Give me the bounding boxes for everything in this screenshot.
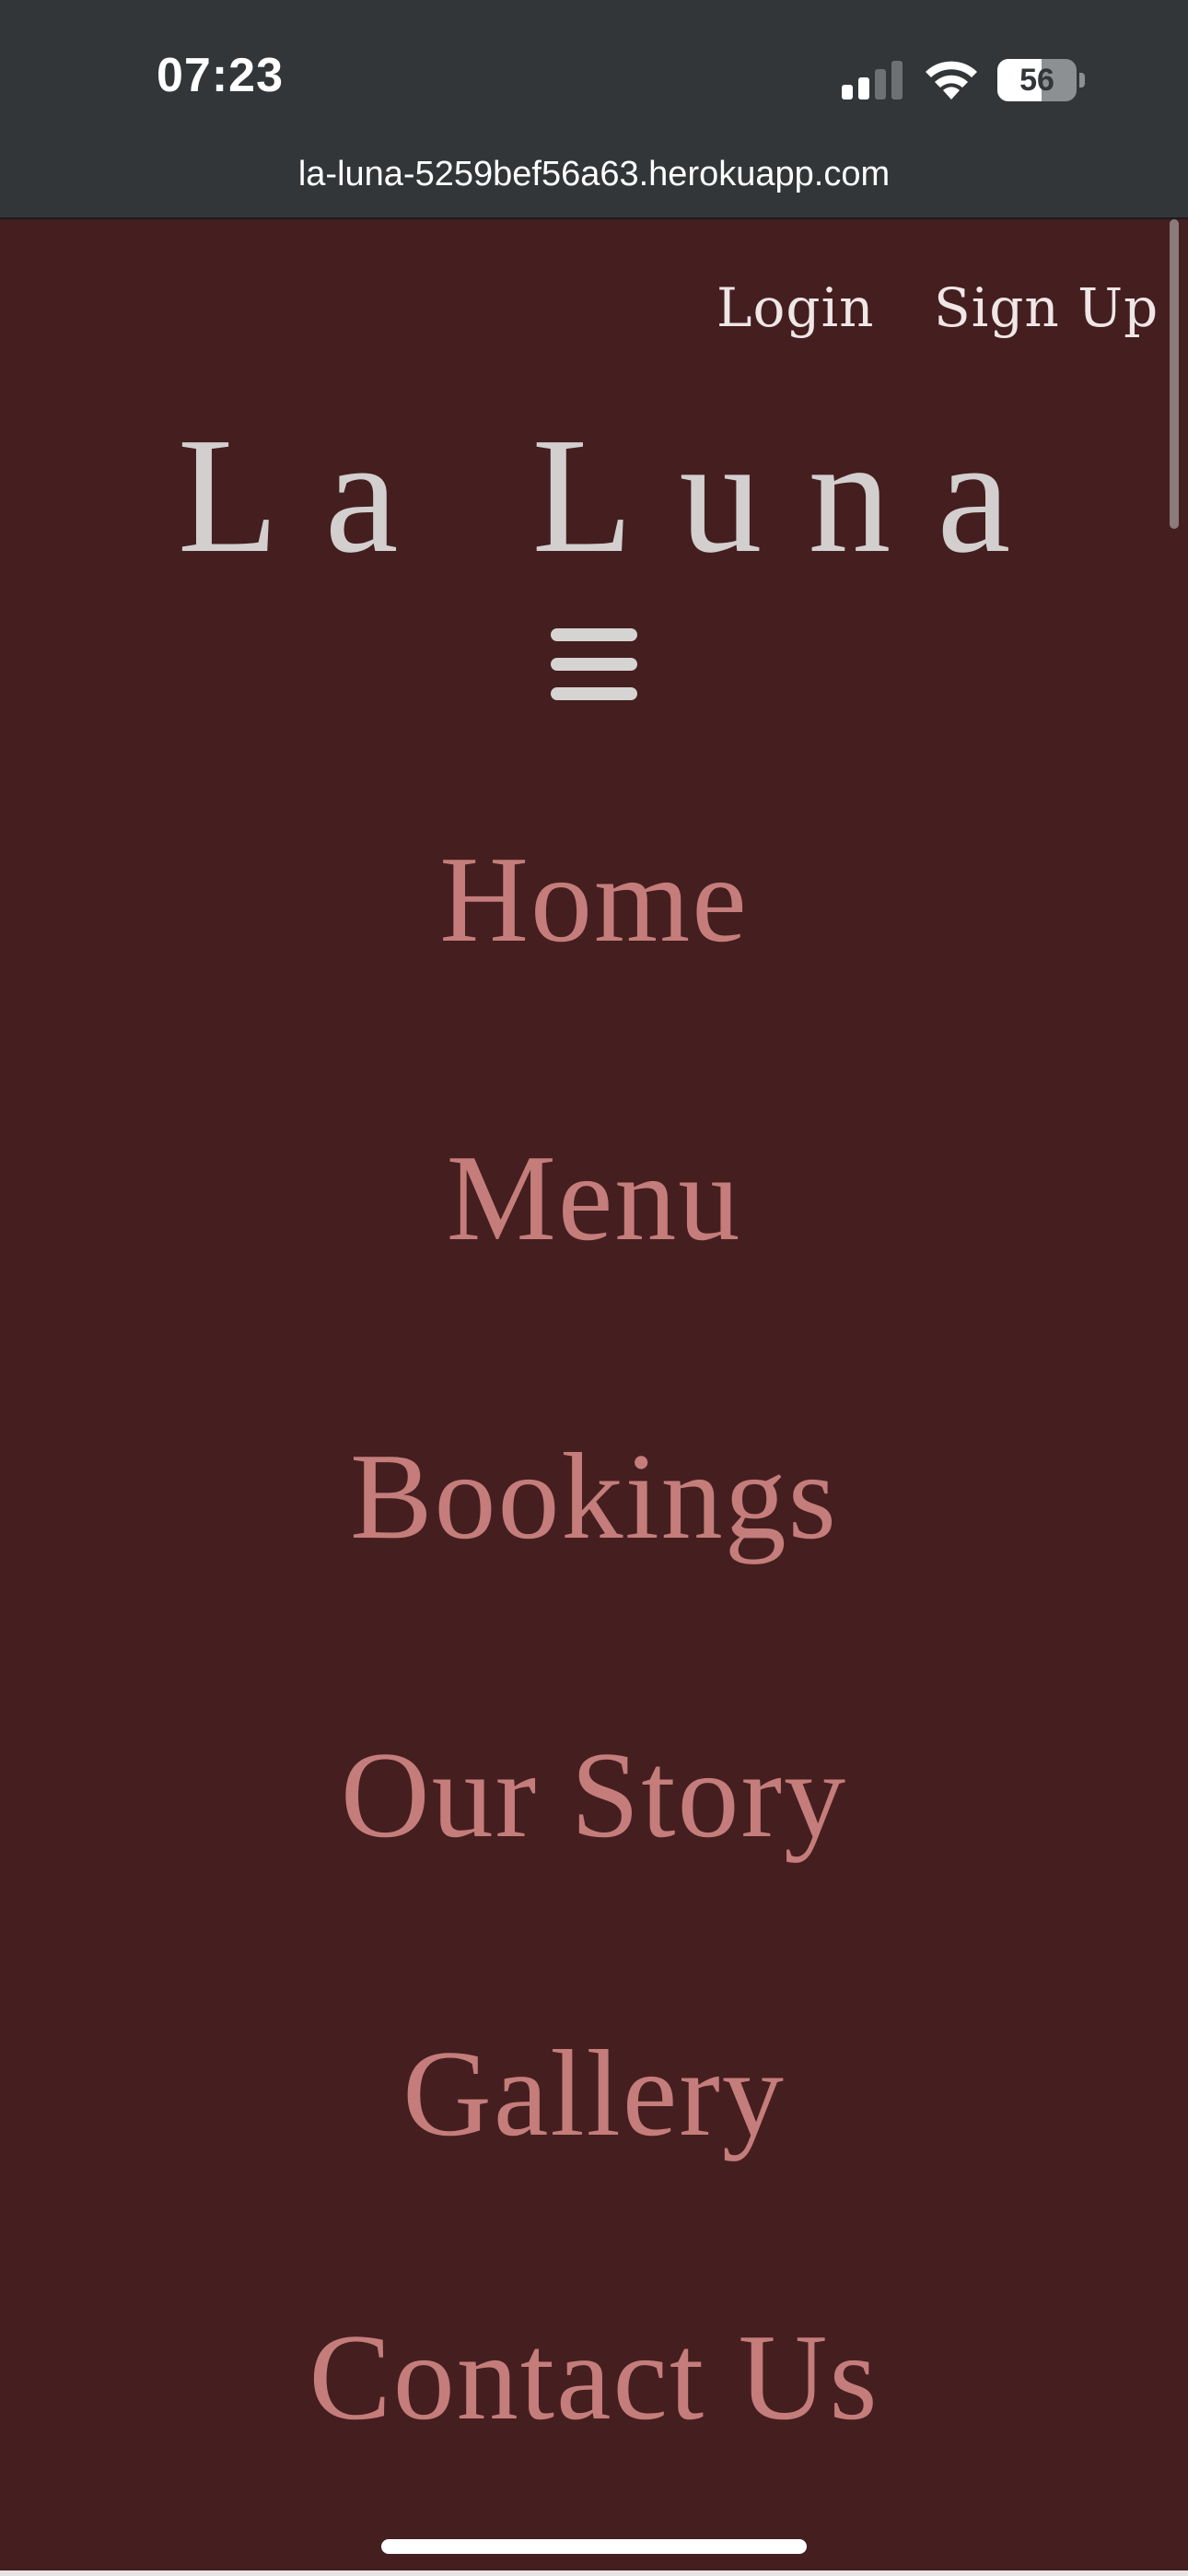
- brand-title: La Luna: [177, 404, 1057, 587]
- home-indicator[interactable]: [381, 2539, 807, 2554]
- nav-item-gallery[interactable]: Gallery: [402, 2025, 786, 2161]
- bottom-edge: [0, 2570, 1188, 2576]
- nav-item-home[interactable]: Home: [439, 831, 749, 967]
- nav-item-our-story[interactable]: Our Story: [340, 1727, 848, 1863]
- nav-item-contact-us[interactable]: Contact Us: [309, 2309, 879, 2445]
- status-time: 07:23: [157, 49, 284, 102]
- signal-icon: [842, 61, 903, 100]
- wifi-icon: [923, 57, 980, 100]
- signup-link[interactable]: Sign Up: [934, 276, 1159, 339]
- nav-item-menu[interactable]: Menu: [446, 1130, 742, 1266]
- browser-chrome: [0, 0, 1188, 219]
- login-link[interactable]: Login: [716, 276, 875, 339]
- battery-icon: [997, 59, 1086, 101]
- hamburger-menu-icon[interactable]: [551, 626, 637, 704]
- battery-level: 56: [1019, 63, 1054, 98]
- nav-item-bookings[interactable]: Bookings: [350, 1428, 838, 1564]
- url-bar[interactable]: la-luna-5259bef56a63.herokuapp.com: [297, 155, 891, 193]
